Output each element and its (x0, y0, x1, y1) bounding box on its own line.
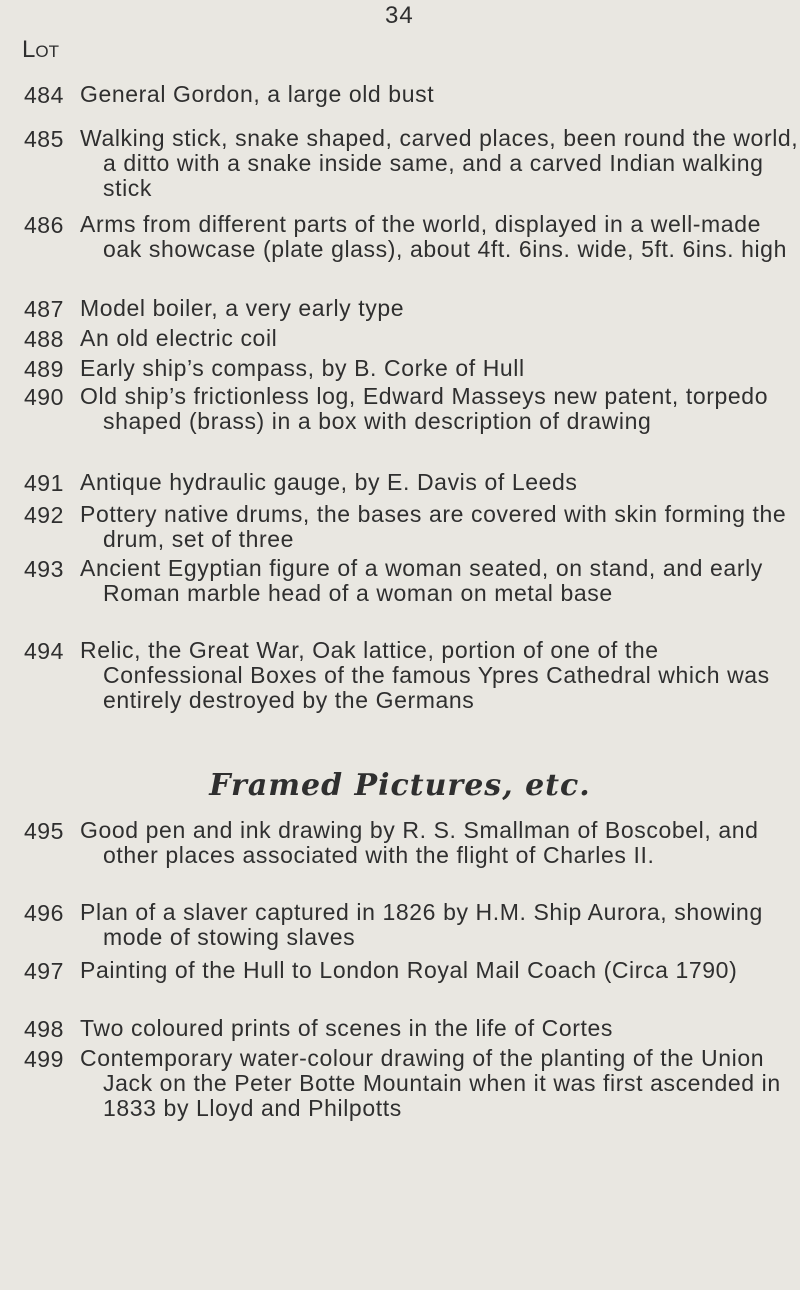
page-number: 34 (385, 2, 414, 29)
lot-description: Antique hydraulic gauge, by E. Davis of Leeds (80, 469, 578, 495)
lot-description: Early ship’s compass, by B. Corke of Hull (80, 355, 525, 381)
lot-number: 486 (24, 212, 64, 238)
lot-number: 495 (24, 818, 64, 844)
lot-number: 496 (24, 900, 64, 926)
lot-description: General Gordon, a large old bust (80, 81, 435, 107)
lot-description: Pottery native drums, the bases are covered with skin forming the drum, set of three (80, 501, 787, 552)
lot-description: Good pen and ink drawing by R. S. Smallman of Boscobel, and other places associated with the flight of Charles II. (80, 817, 759, 868)
lot-description: Two coloured prints of scenes in the life of Cortes (80, 1015, 614, 1041)
lot-description: Arms from different parts of the world, displayed in a well-made oak showcase (plate glass), about 4ft. 6ins. wide, 5ft. 6ins. high (80, 211, 787, 262)
lot-description: Plan of a slaver captured in 1826 by H.M. Ship Aurora, showing mode of stowing slaves (80, 899, 763, 950)
lot-number: 487 (24, 296, 64, 322)
lot-number: 499 (24, 1046, 64, 1072)
lot-description: Relic, the Great War, Oak lattice, portion of one of the Confessional Boxes of the famous Ypres Cathedral which was entirely destroyed by the Germans (80, 637, 770, 713)
lot-number: 494 (24, 638, 64, 664)
lot-description: An old electric coil (80, 325, 278, 351)
section-heading: Framed Pictures, etc. (209, 768, 591, 803)
lot-number: 493 (24, 556, 64, 582)
lot-number: 492 (24, 502, 64, 528)
lot-description: Walking stick, snake shaped, carved places, been round the world, a ditto with a snake inside same, and a carved Indian walking stick (80, 125, 799, 201)
lot-number: 497 (24, 958, 64, 984)
lot-description: Model boiler, a very early type (80, 295, 405, 321)
lot-number: 490 (24, 384, 64, 410)
lot-column-header: Lot (22, 36, 59, 63)
lot-number: 485 (24, 126, 64, 152)
lot-number: 484 (24, 82, 64, 108)
lot-description: Contemporary water-colour drawing of the planting of the Union Jack on the Peter Botte Mountain when it was first ascended in 1833 by Lloyd and Philpotts (80, 1045, 781, 1121)
lot-description: Old ship’s frictionless log, Edward Masseys new patent, torpedo shaped (brass) in a box with description of drawing (80, 383, 769, 434)
lot-number: 488 (24, 326, 64, 352)
lot-number: 491 (24, 470, 64, 496)
lot-number: 498 (24, 1016, 64, 1042)
lot-description: Painting of the Hull to London Royal Mail Coach (Circa 1790) (80, 957, 738, 983)
lot-description: Ancient Egyptian figure of a woman seated, on stand, and early Roman marble head of a woman on metal base (80, 555, 763, 606)
lot-number: 489 (24, 356, 64, 382)
